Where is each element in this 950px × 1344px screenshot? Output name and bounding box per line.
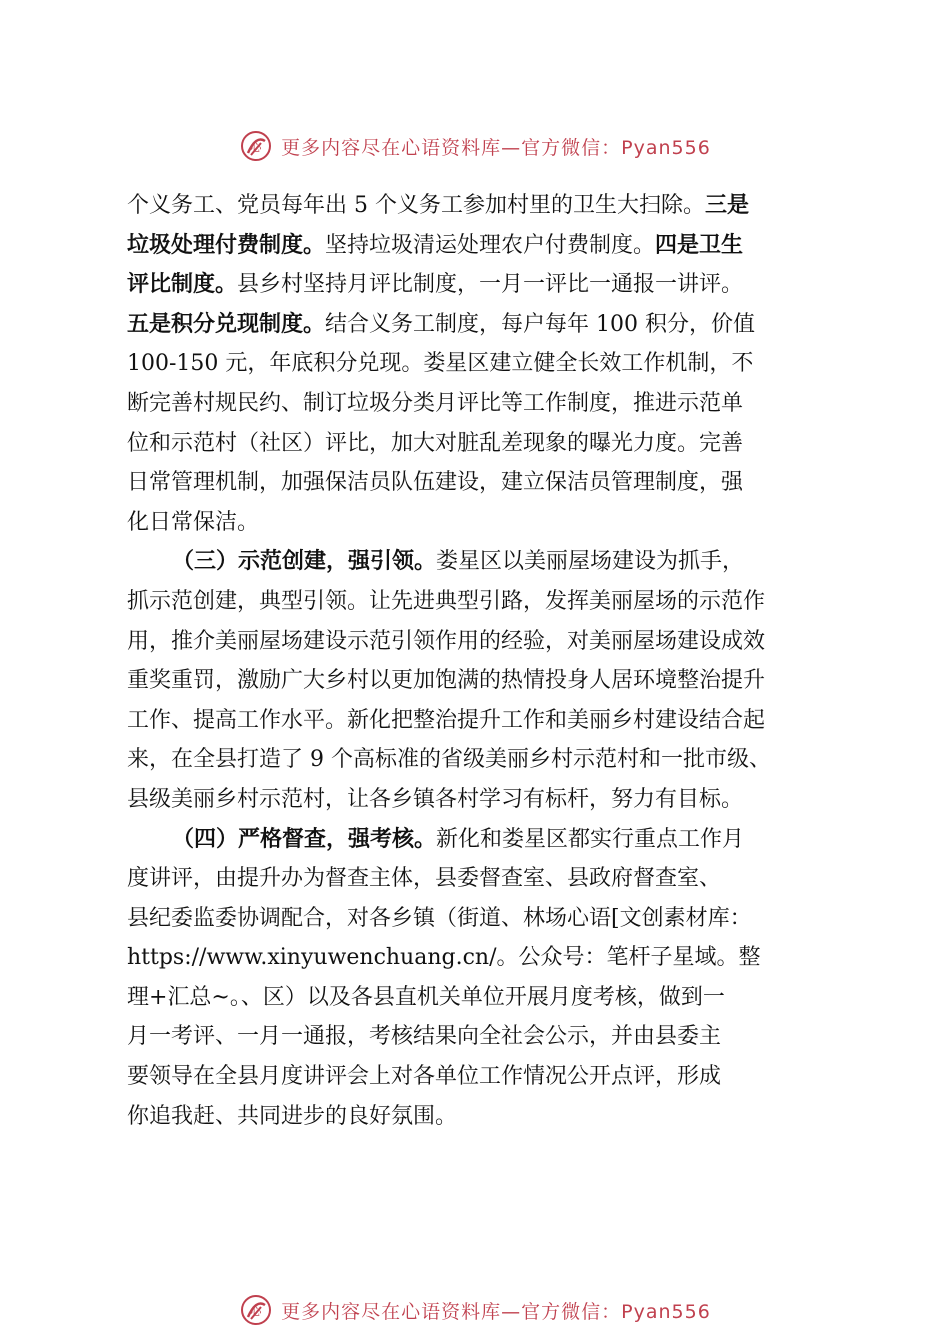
body-text: 100-150 元，年底积分兑现。娄星区建立健全长效工作机制，不	[127, 351, 754, 377]
footer-banner-text: 更多内容尽在心语资料库—官方微信：Pyan556	[281, 1300, 711, 1323]
body-text: https://www.xinyuwenchuang.cn/。公众号：笔杆子星域。整	[127, 945, 761, 971]
text-line	[127, 582, 839, 622]
text-line	[127, 938, 839, 978]
body-text: 月一考评、一月一通报，考核结果向全社会公示，并由县委主	[127, 1024, 722, 1050]
logo-icon	[239, 1293, 273, 1327]
body-text: 度讲评，由提升办为督查主体，县委督查室、县政府督查室、	[127, 866, 722, 892]
text-line	[127, 1097, 839, 1137]
body-text: 用，推介美丽屋场建设示范引领作用的经验，对美丽屋场建设成效	[127, 628, 766, 654]
text-line	[127, 226, 839, 266]
text-line	[127, 740, 839, 780]
text-line	[127, 622, 839, 662]
text-line	[127, 661, 839, 701]
body-text: 理+汇总~。、区）以及各县直机关单位开展月度考核，做到一	[127, 984, 725, 1010]
text-line	[127, 305, 839, 345]
bold-text: 垃圾处理付费制度。	[127, 231, 326, 258]
body-text: 县纪委监委协调配合，对各乡镇（街道、林场心语[文创素材库：	[127, 905, 752, 931]
body-text: 县乡村坚持月评比制度，一月一评比一通报一讲评。	[237, 272, 744, 298]
text-line	[127, 780, 839, 820]
body-text: 结合义务工制度，每户每年 100 积分，价值	[325, 311, 755, 337]
bold-text: （四）严格督查，强考核。	[172, 825, 437, 852]
bold-text: 四是卫生	[655, 231, 744, 258]
text-line	[127, 820, 839, 860]
logo-mark: 心	[250, 141, 262, 154]
body-text: 工作、提高工作水平。新化把整治提升工作和美丽乡村建设结合起	[127, 707, 766, 733]
logo-icon	[239, 129, 273, 163]
bold-text: 五是积分兑现制度。	[127, 310, 326, 337]
body-text: 坚持垃圾清运处理农户付费制度。	[325, 232, 656, 258]
text-line	[127, 701, 839, 741]
text-line	[127, 384, 839, 424]
body-text: 要领导在全县月度讲评会上对各单位工作情况公开点评，形成	[127, 1064, 722, 1090]
bold-text: 三是	[705, 192, 750, 218]
bold-text: 评比制度。	[127, 271, 238, 298]
body-text: 日常管理机制，加强保洁员队伍建设，建立保洁员管理制度，强	[127, 470, 744, 496]
text-line	[127, 463, 839, 503]
text-line	[127, 978, 839, 1018]
header-banner-text: 更多内容尽在心语资料库—官方微信：Pyan556	[281, 136, 711, 159]
text-line	[127, 899, 839, 939]
body-text: 化日常保洁。	[127, 509, 260, 535]
footer-banner	[0, 1288, 950, 1332]
body-text: 来，在全县打造了 9 个高标准的省级美丽乡村示范村和一批市级、	[127, 747, 771, 773]
text-line	[127, 186, 839, 226]
body-text: 你追我赶、共同进步的良好氛围。	[127, 1103, 458, 1129]
text-line	[127, 1017, 839, 1057]
body-text: 位和示范村（社区）评比，加大对脏乱差现象的曝光力度。完善	[127, 430, 744, 456]
text-line	[127, 542, 839, 582]
body-text: 断完善村规民约、制订垃圾分类月评比等工作制度，推进示范单	[127, 390, 744, 416]
body-text: 县级美丽乡村示范村，让各乡镇各村学习有标杆，努力有目标。	[127, 786, 744, 812]
body-text: 个义务工、党员每年出 5 个义务工参加村里的卫生大扫除。	[127, 193, 705, 218]
document-body	[127, 186, 839, 1136]
text-line	[127, 424, 839, 464]
text-line	[127, 859, 839, 899]
body-text: 娄星区以美丽屋场建设为抓手，	[436, 549, 745, 575]
body-text: 重奖重罚，激励广大乡村以更加饱满的热情投身人居环境整治提升	[127, 668, 766, 694]
logo-mark: 心	[250, 1305, 262, 1318]
text-line	[127, 344, 839, 384]
header-banner	[0, 124, 950, 168]
body-text: 新化和娄星区都实行重点工作月	[436, 826, 745, 852]
text-line	[127, 1057, 839, 1097]
text-line	[127, 503, 839, 543]
text-line	[127, 265, 839, 305]
body-text: 抓示范创建，典型引领。让先进典型引路，发挥美丽屋场的示范作	[127, 588, 766, 614]
bold-text: （三）示范创建，强引领。	[172, 548, 437, 575]
